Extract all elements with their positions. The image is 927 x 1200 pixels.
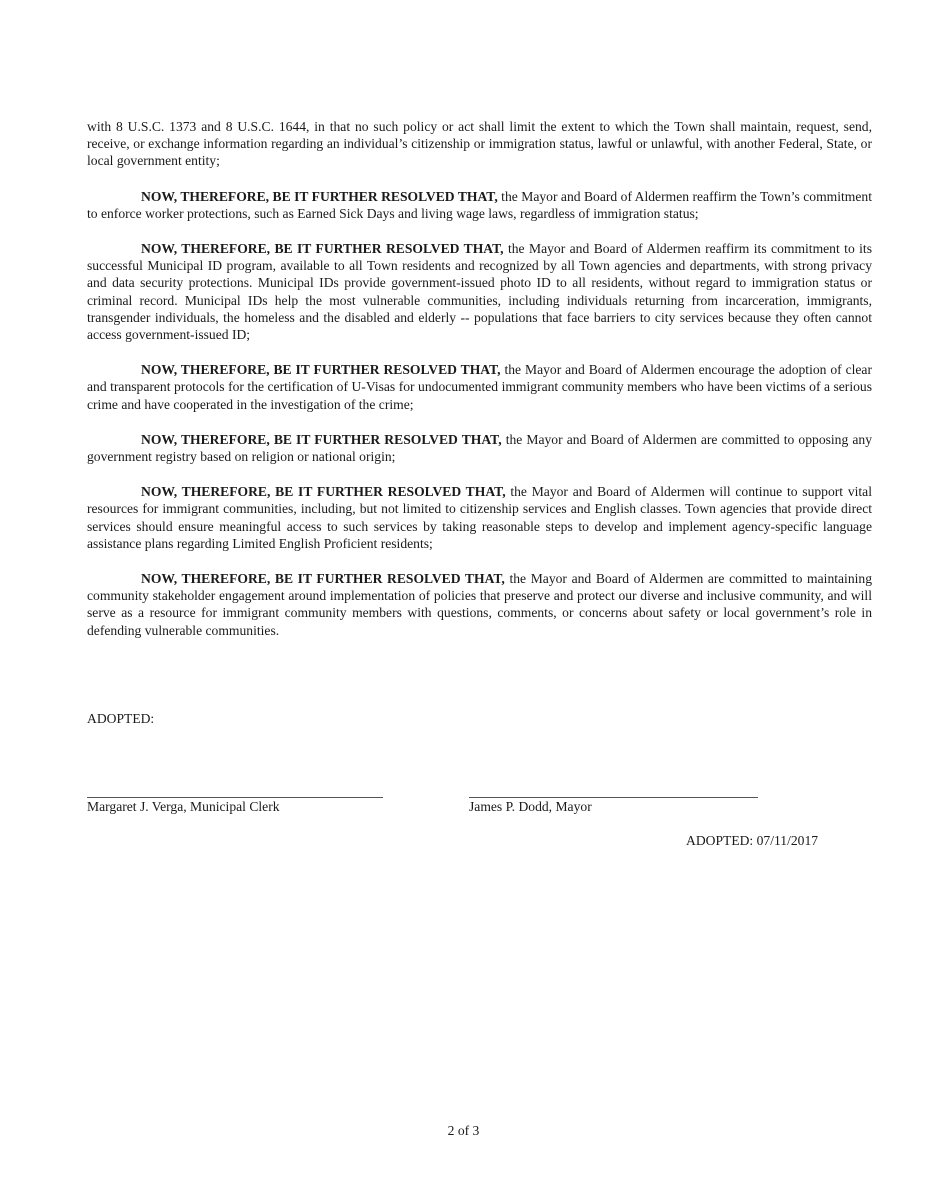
- resolved-paragraph-engagement: [87, 570, 872, 639]
- paragraph-text: the Mayor and Board of Aldermen will continue to support vital resources for immigrant communities, including, but not limited to citizenship services and English classes. Town agencies that provide direct services should ensure meaningful access to such services by taking reasonable steps to develop and implement agency-specific language assistance plans regarding Limited English Proficient residents;: [87, 484, 872, 551]
- paragraph-text: the Mayor and Board of Aldermen reaffirm the Town’s commitment to enforce worker protections, such as Earned Sick Days and living wage laws, regardless of immigration status;: [87, 188, 872, 221]
- resolution-body: [87, 118, 872, 657]
- resolved-paragraph-municipal-id: [87, 240, 872, 343]
- paragraph-text: the Mayor and Board of Aldermen are committed to opposing any government registry based on religion or national origin;: [87, 431, 872, 465]
- resolved-lead: NOW, THEREFORE, BE IT FURTHER RESOLVED THAT,: [141, 362, 501, 378]
- paragraph-continuation: [87, 118, 872, 170]
- resolved-lead: NOW, THEREFORE, BE IT FURTHER RESOLVED THAT,: [141, 484, 506, 500]
- resolved-paragraph-registry: [87, 431, 872, 465]
- resolved-lead: NOW, THEREFORE, BE IT FURTHER RESOLVED THAT,: [141, 188, 498, 204]
- paragraph-text: the Mayor and Board of Aldermen encourage the adoption of clear and transparent protocols for the certification of U-Visas for undocumented immigrant community members who have been victims of a serious crime and have cooperated in the investigation of the crime;: [87, 362, 872, 412]
- page-number: 2 of 3: [447, 1123, 480, 1138]
- paragraph-text: the Mayor and Board of Aldermen are committed to maintaining community stakeholder engagement around implementation of policies that preserve and protect our diverse and inclusive community, and will serve as a resource for immigrant community members with questions, comments, or concerns about safety or local government’s role in defending vulnerable communities.: [87, 571, 872, 638]
- resolved-lead: NOW, THEREFORE, BE IT FURTHER RESOLVED THAT,: [141, 241, 504, 257]
- resolved-paragraph-u-visas: [87, 361, 872, 413]
- mayor-signature-name: James P. Dodd, Mayor: [469, 799, 592, 814]
- resolved-paragraph-worker-protections: [87, 188, 872, 222]
- clerk-signature-line: [87, 797, 383, 798]
- mayor-signature-line: [469, 797, 758, 798]
- resolved-lead: NOW, THEREFORE, BE IT FURTHER RESOLVED THAT,: [141, 571, 505, 587]
- resolved-lead: NOW, THEREFORE, BE IT FURTHER RESOLVED THAT,: [141, 431, 502, 447]
- paragraph-text: the Mayor and Board of Aldermen reaffirm its commitment to its successful Municipal ID program, available to all Town residents and recognized by all Town agencies and departments, with strong privacy and data security protections. Municipal IDs provide government-issued photo ID to all residents, without regard to immigration status or criminal record. Municipal IDs help the most vulnerable communities, including individuals returning from incarceration, immigrants, transgender individuals, the homeless and the disabled and elderly -- populations that face barriers to city services because they often cannot access government-issued ID;: [87, 241, 872, 343]
- resolved-paragraph-resources: [87, 483, 872, 552]
- adopted-label: ADOPTED:: [87, 711, 155, 726]
- adopted-date: ADOPTED: 07/11/2017: [686, 833, 819, 848]
- clerk-signature-name: Margaret J. Verga, Municipal Clerk: [87, 799, 280, 814]
- paragraph-text: with 8 U.S.C. 1373 and 8 U.S.C. 1644, in that no such policy or act shall limit the extent to which the Town shall maintain, request, send, receive, or exchange information regarding an individual’s citizenship or immigration status, lawful or unlawful, with another Federal, State, or local government entity;: [87, 119, 872, 169]
